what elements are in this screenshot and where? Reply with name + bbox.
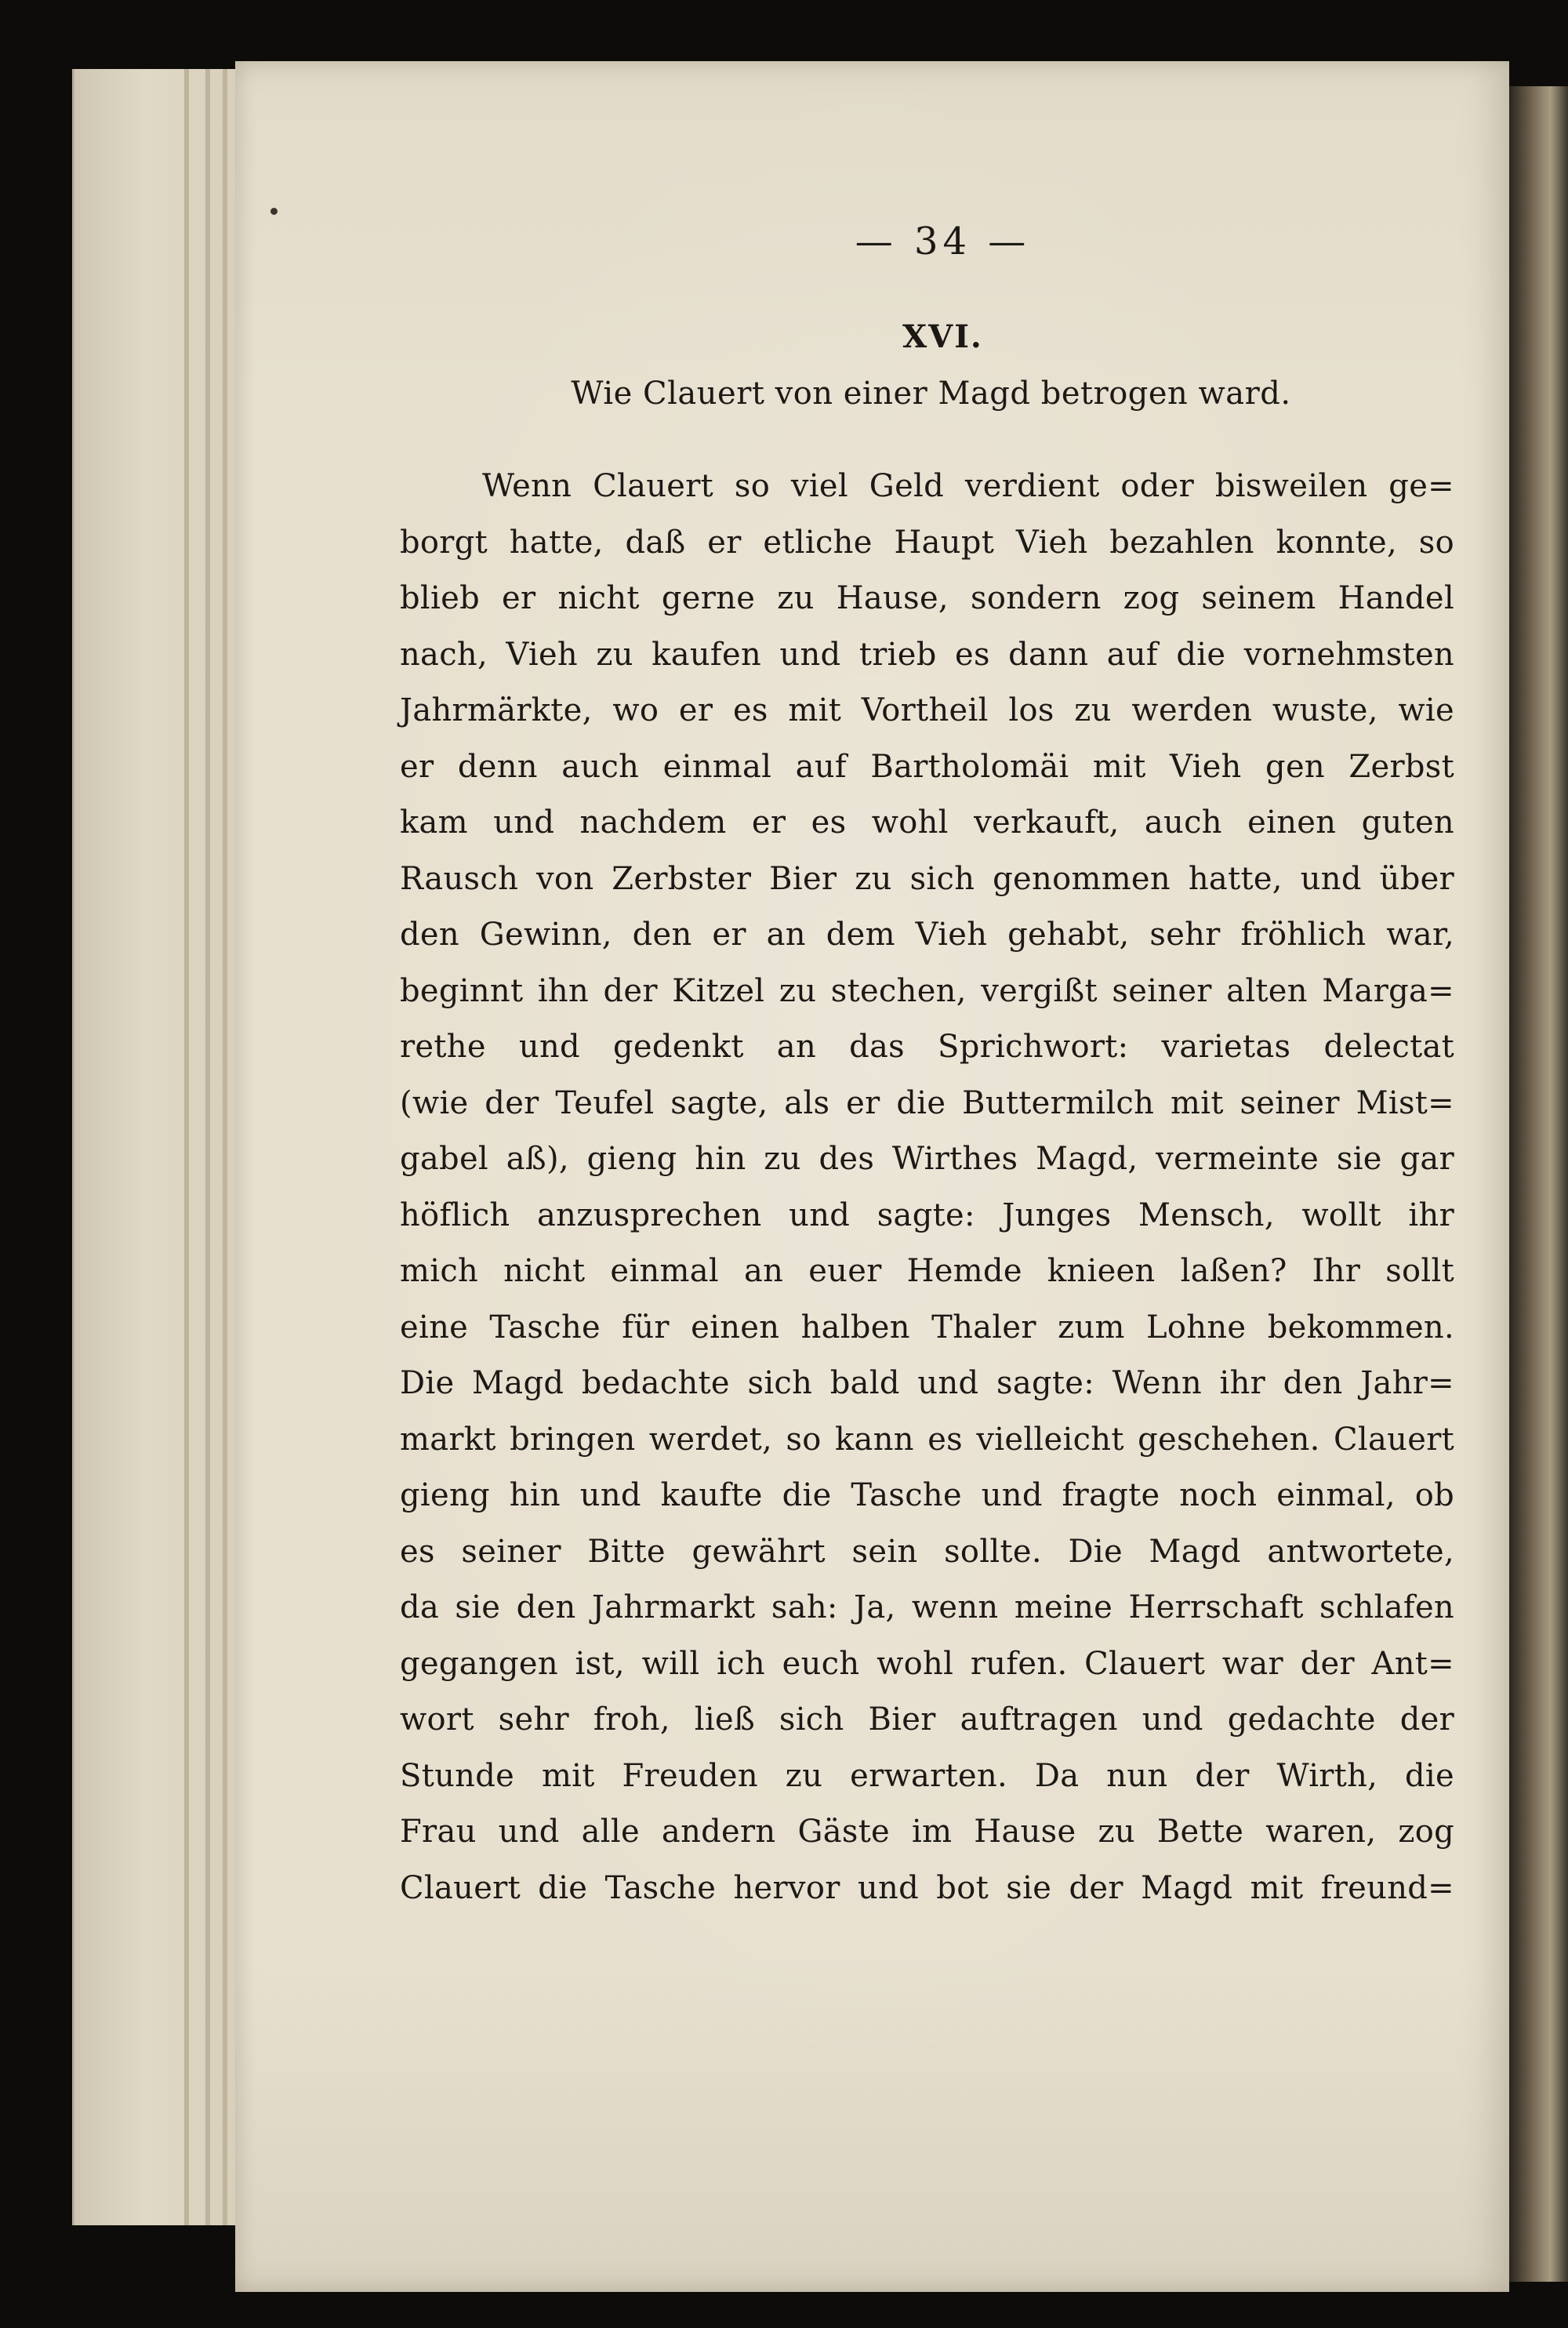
text-line: eine Tasche für einen halben Thaler zum Lohne bekommen. bbox=[400, 1309, 1454, 1346]
page-stack-line bbox=[205, 69, 210, 2225]
text-line: Frau und alle andern Gäste im Hause zu Bette waren, zog bbox=[400, 1814, 1454, 1850]
page-content bbox=[400, 220, 1454, 1916]
text-line: Jahrmärkte, wo er es mit Vortheil los zu werden wuste, wie bbox=[400, 692, 1454, 728]
text-line: gabel aß), gieng hin zu des Wirthes Magd, vermeinte sie gar bbox=[400, 1141, 1454, 1177]
text-line: er denn auch einmal auf Bartholomäi mit Vieh gen Zerbst bbox=[400, 748, 1454, 785]
page-stack-line bbox=[184, 69, 189, 2225]
text-line: wort sehr froh, ließ sich Bier auftragen und gedachte der bbox=[400, 1702, 1454, 1738]
page-stack-edge bbox=[72, 69, 255, 2225]
chapter-title: Wie Clauert von einer Magd betrogen ward. bbox=[571, 376, 1291, 412]
page-stack-line bbox=[223, 69, 227, 2225]
text-line: den Gewinn, den er an dem Vieh gehabt, sehr fröhlich war, bbox=[400, 917, 1454, 953]
text-line: Wenn Clauert so viel Geld verdient oder bisweilen ge= bbox=[482, 468, 1454, 504]
ink-speck bbox=[270, 208, 278, 215]
text-line: höflich anzusprechen und sagte: Junges Mensch, wollt ihr bbox=[400, 1197, 1454, 1233]
text-line: gieng hin und kaufte die Tasche und fragte noch einmal, ob bbox=[400, 1477, 1454, 1513]
chapter-numeral: XVI. bbox=[902, 318, 983, 355]
body-text bbox=[400, 459, 1454, 1916]
text-line: blieb er nicht gerne zu Hause, sondern zog seinem Handel bbox=[400, 580, 1454, 616]
text-line: markt bringen werdet, so kann es vielleicht geschehen. Clauert bbox=[400, 1421, 1454, 1458]
text-line: Die Magd bedachte sich bald und sagte: Wenn ihr den Jahr= bbox=[400, 1365, 1454, 1401]
text-line: kam und nachdem er es wohl verkauft, auch einen guten bbox=[400, 804, 1454, 841]
text-line: Stunde mit Freuden zu erwarten. Da nun der Wirth, die bbox=[400, 1757, 1454, 1794]
text-line: es seiner Bitte gewährt sein sollte. Die Magd antwortete, bbox=[400, 1533, 1454, 1570]
text-line: Clauert die Tasche hervor und bot sie der Magd mit freund= bbox=[400, 1869, 1454, 1906]
text-line: nach, Vieh zu kaufen und trieb es dann auf die vornehmsten bbox=[400, 636, 1454, 673]
text-line: beginnt ihn der Kitzel zu stechen, vergißt seiner alten Marga= bbox=[400, 972, 1454, 1009]
text-line: borgt hatte, daß er etliche Haupt Vieh bezahlen konnte, so bbox=[400, 524, 1454, 561]
text-line: rethe und gedenkt an das Sprichwort: varietas delectat bbox=[400, 1029, 1454, 1065]
text-line: Rausch von Zerbster Bier zu sich genommen hatte, und über bbox=[400, 860, 1454, 897]
text-line: gegangen ist, will ich euch wohl rufen. Clauert war der Ant= bbox=[400, 1645, 1454, 1682]
text-line: (wie der Teufel sagte, als er die Buttermilch mit seiner Mist= bbox=[400, 1084, 1454, 1121]
page-number: — 34 — bbox=[855, 220, 1031, 263]
text-line: da sie den Jahrmarkt sah: Ja, wenn meine Herrschaft schlafen bbox=[400, 1589, 1454, 1625]
text-line: mich nicht einmal an euer Hemde knieen laßen? Ihr sollt bbox=[400, 1253, 1454, 1289]
facing-page-edge bbox=[1509, 86, 1568, 2282]
